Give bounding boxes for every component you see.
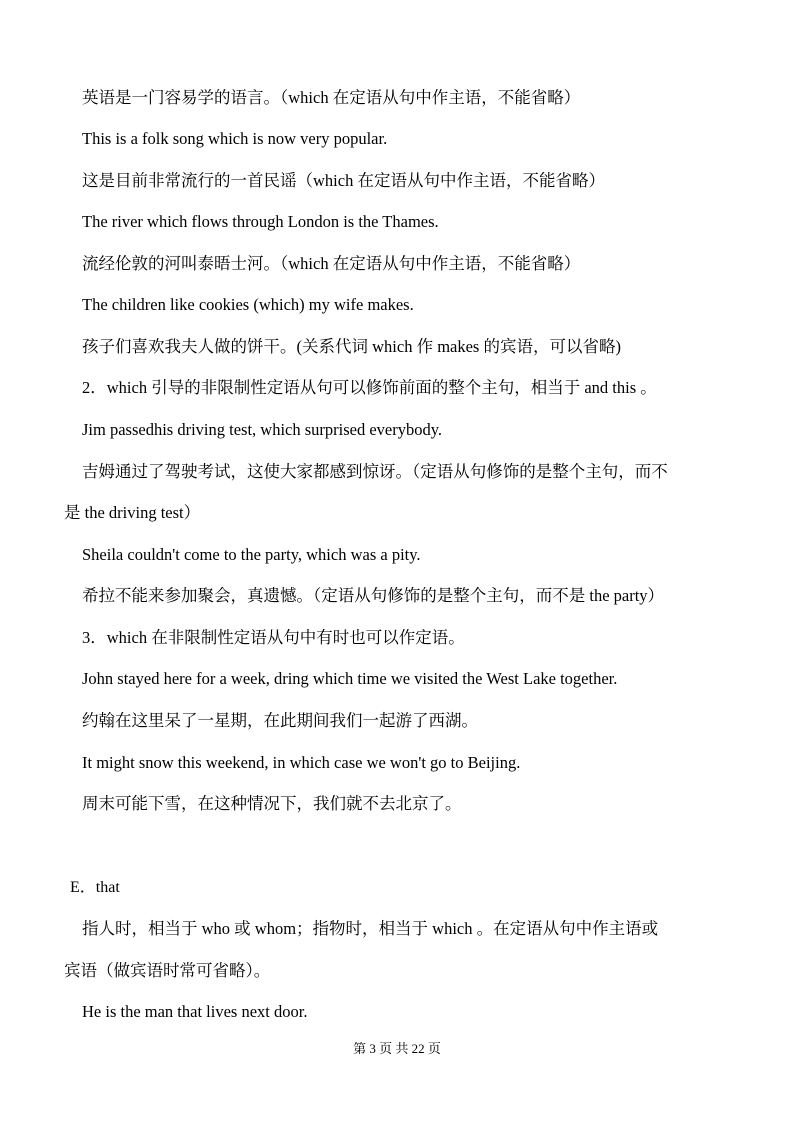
section-heading: E．that [70, 879, 120, 896]
page-footer: 第 3 页 共 22 页 [353, 1041, 441, 1056]
numbered-point: 3．which 在非限制性定语从句中有时也可以作定语。 [82, 628, 465, 647]
text-line: 宾语（做宾语时常可省略）。 [64, 961, 271, 980]
text-line: 英语是一门容易学的语言。（which 在定语从句中作主语，不能省略） [82, 88, 581, 107]
text-line: He is the man that lives next door. [82, 1002, 308, 1021]
text-line: 周末可能下雪，在这种情况下，我们就不去北京了。 [82, 794, 462, 813]
text-line: 指人时，相当于 who 或 whom；指物时，相当于 which 。在定语从句中作主语或 [82, 919, 659, 938]
text-line: The river which flows through London is the Thames. [82, 212, 439, 231]
text-line: 约翰在这里呆了一星期，在此期间我们一起游了西湖。 [82, 711, 478, 730]
text-line: 这是目前非常流行的一首民谣（which 在定语从句中作主语，不能省略） [82, 171, 605, 190]
text-line: It might snow this weekend, in which case we won't go to Beijing. [82, 753, 521, 772]
text-line: Sheila couldn't come to the party, which was a pity. [82, 545, 421, 564]
text-line: 吉姆通过了驾驶考试，这使大家都感到惊讶。（定语从句修饰的是整个主句，而不 [82, 462, 668, 481]
text-line: 是 the driving test） [64, 503, 201, 522]
text-line: 希拉不能来参加聚会，真遗憾。（定语从句修饰的是整个主句，而不是 the party） [82, 586, 665, 605]
text-line: This is a folk song which is now very popular. [82, 129, 388, 148]
text-line: Jim passedhis driving test, which surprised everybody. [82, 420, 443, 439]
text-line: 孩子们喜欢我夫人做的饼干。(关系代词 which 作 makes 的宾语，可以省略) [82, 337, 621, 356]
text-line: The children like cookies (which) my wife makes. [82, 295, 414, 314]
numbered-point: 2．which 引导的非限制性定语从句可以修饰前面的整个主句，相当于 and this 。 [82, 378, 657, 397]
text-line: John stayed here for a week, dring which time we visited the West Lake together. [82, 669, 618, 688]
text-line: 流经伦敦的河叫泰晤士河。（which 在定语从句中作主语，不能省略） [82, 254, 581, 273]
